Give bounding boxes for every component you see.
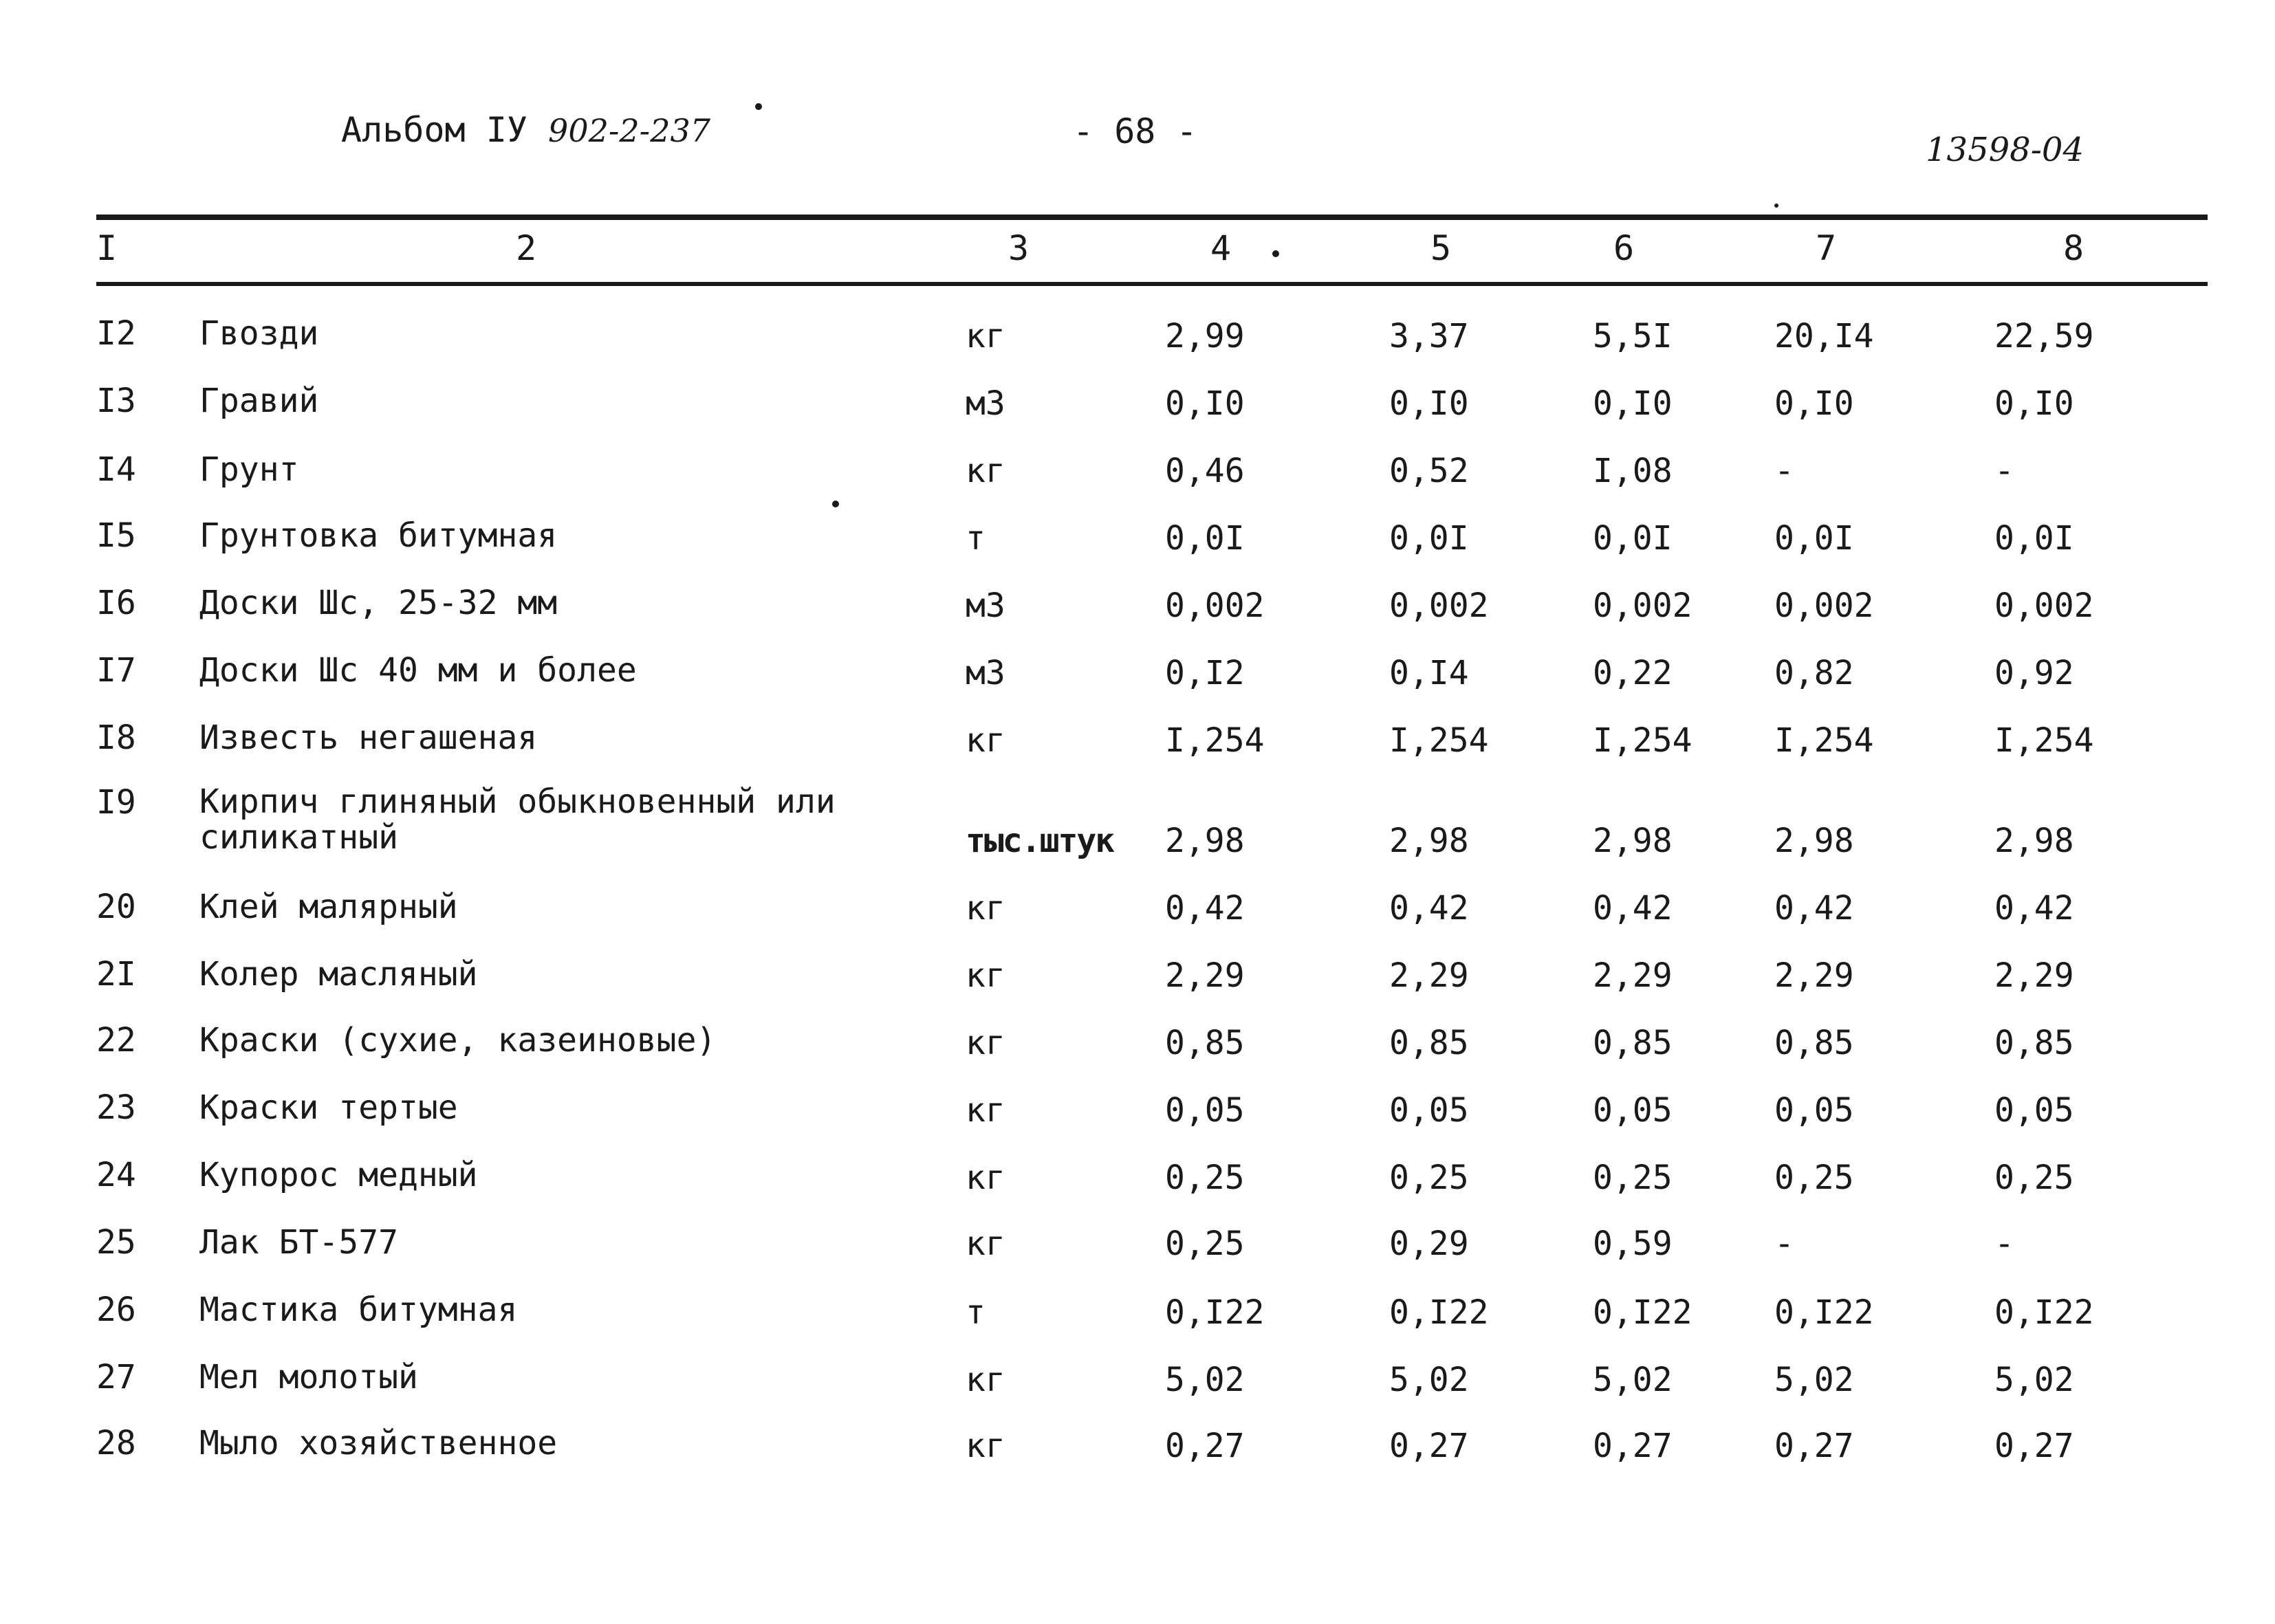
row-number: I7 bbox=[96, 651, 136, 690]
value-col-8: 22,59 bbox=[1994, 317, 2094, 355]
value-col-7: 0,05 bbox=[1774, 1091, 1854, 1130]
value-col-7: 0,82 bbox=[1774, 654, 1854, 692]
scan-speck bbox=[1774, 204, 1778, 208]
value-col-4: 2,99 bbox=[1165, 317, 1245, 355]
material-name: Мастика битумная bbox=[199, 1291, 518, 1329]
material-name: Колер масляный bbox=[199, 955, 478, 994]
row-number: 2I bbox=[96, 955, 136, 994]
value-col-4: 0,0I bbox=[1165, 519, 1245, 558]
value-col-6: 0,002 bbox=[1593, 586, 1692, 625]
value-col-4: 0,46 bbox=[1165, 452, 1245, 490]
scan-speck bbox=[832, 501, 839, 507]
unit: кг bbox=[966, 721, 1005, 760]
value-col-6: 0,I0 bbox=[1593, 384, 1673, 423]
value-col-5: 0,52 bbox=[1389, 452, 1469, 490]
table-top-rule bbox=[96, 215, 2208, 220]
value-col-6: I,08 bbox=[1593, 452, 1673, 490]
value-col-4: 0,85 bbox=[1165, 1024, 1245, 1062]
value-col-5: 0,0I bbox=[1389, 519, 1469, 558]
value-col-5: 0,I22 bbox=[1389, 1293, 1489, 1332]
column-header-7: 7 bbox=[1816, 228, 1837, 268]
value-col-8: 0,25 bbox=[1994, 1159, 2074, 1197]
value-col-6: I,254 bbox=[1593, 721, 1692, 760]
value-col-4: 0,27 bbox=[1165, 1427, 1245, 1465]
album-reference bbox=[341, 110, 710, 150]
row-number: 26 bbox=[96, 1291, 136, 1329]
unit: м3 bbox=[966, 654, 1005, 692]
unit: кг bbox=[966, 317, 1005, 355]
column-header-6: 6 bbox=[1613, 228, 1635, 268]
value-col-8: 0,27 bbox=[1994, 1427, 2074, 1465]
material-name: Доски Шс, 25-32 мм bbox=[199, 584, 558, 622]
value-col-7: I,254 bbox=[1774, 721, 1874, 760]
row-number: 27 bbox=[96, 1358, 136, 1396]
value-col-5: 0,25 bbox=[1389, 1159, 1469, 1197]
unit: м3 bbox=[966, 384, 1005, 423]
value-col-6: 0,59 bbox=[1593, 1225, 1673, 1263]
value-col-6: 0,42 bbox=[1593, 889, 1673, 928]
value-col-6: 0,85 bbox=[1593, 1024, 1673, 1062]
page-number: - 68 - bbox=[1073, 111, 1197, 151]
value-col-5: 0,I4 bbox=[1389, 654, 1469, 692]
material-name: Грунтовка битумная bbox=[199, 516, 558, 555]
header-bottom-rule bbox=[96, 282, 2208, 286]
value-col-7: - bbox=[1774, 452, 1794, 490]
unit: т bbox=[966, 519, 986, 558]
unit: кг bbox=[966, 452, 1005, 490]
value-col-7: 0,25 bbox=[1774, 1159, 1854, 1197]
value-col-7: 0,I22 bbox=[1774, 1293, 1874, 1332]
column-header-5: 5 bbox=[1430, 228, 1452, 268]
value-col-6: 0,27 bbox=[1593, 1427, 1673, 1465]
material-name: Лак БТ-577 bbox=[199, 1223, 398, 1262]
value-col-5: 5,02 bbox=[1389, 1361, 1469, 1399]
scan-speck bbox=[1272, 250, 1279, 257]
value-col-6: 0,0I bbox=[1593, 519, 1673, 558]
row-number: 28 bbox=[96, 1424, 136, 1462]
material-name: Мел молотый bbox=[199, 1358, 418, 1396]
value-col-4: 0,05 bbox=[1165, 1091, 1245, 1130]
material-name: Мыло хозяйственное bbox=[199, 1424, 558, 1462]
value-col-5: 0,002 bbox=[1389, 586, 1489, 625]
value-col-8: 0,I0 bbox=[1994, 384, 2074, 423]
unit: кг bbox=[966, 1225, 1005, 1263]
album-prefix: Альбом IУ bbox=[341, 110, 527, 150]
unit: кг bbox=[966, 1091, 1005, 1130]
value-col-5: 0,05 bbox=[1389, 1091, 1469, 1130]
unit: кг bbox=[966, 956, 1005, 995]
value-col-8: I,254 bbox=[1994, 721, 2094, 760]
value-col-7: 0,85 bbox=[1774, 1024, 1854, 1062]
value-col-5: 3,37 bbox=[1389, 317, 1469, 355]
value-col-6: 5,5I bbox=[1593, 317, 1673, 355]
value-col-4: 2,98 bbox=[1165, 822, 1245, 860]
unit: кг bbox=[966, 1427, 1005, 1465]
value-col-4: I,254 bbox=[1165, 721, 1265, 760]
value-col-8: 0,I22 bbox=[1994, 1293, 2094, 1332]
album-code: 902-2-237 bbox=[548, 112, 710, 149]
column-header-8: 8 bbox=[2063, 228, 2084, 268]
value-col-4: 0,I0 bbox=[1165, 384, 1245, 423]
value-col-4: 0,25 bbox=[1165, 1159, 1245, 1197]
row-number: I2 bbox=[96, 314, 136, 353]
value-col-8: 2,29 bbox=[1994, 956, 2074, 995]
value-col-6: 0,25 bbox=[1593, 1159, 1673, 1197]
unit: кг bbox=[966, 1024, 1005, 1062]
row-number: 25 bbox=[96, 1223, 136, 1262]
material-name: Доски Шс 40 мм и более bbox=[199, 651, 637, 690]
value-col-5: 2,98 bbox=[1389, 822, 1469, 860]
row-number: 22 bbox=[96, 1021, 136, 1060]
material-name: Кирпич глиняный обыкновенный или bbox=[199, 782, 836, 821]
column-header-4: 4 bbox=[1210, 228, 1232, 268]
material-name: Клей малярный bbox=[199, 888, 458, 926]
value-col-6: 0,22 bbox=[1593, 654, 1673, 692]
value-col-8: 0,002 bbox=[1994, 586, 2094, 625]
unit: кг bbox=[966, 1361, 1005, 1399]
value-col-7: 0,I0 bbox=[1774, 384, 1854, 423]
value-col-5: 2,29 bbox=[1389, 956, 1469, 995]
material-name: Гвозди bbox=[199, 314, 319, 353]
value-col-7: - bbox=[1774, 1225, 1794, 1263]
row-number: I6 bbox=[96, 584, 136, 622]
material-name: Купорос медный bbox=[199, 1156, 478, 1194]
material-name: Известь негашеная bbox=[199, 718, 538, 757]
material-name-continued: силикатный bbox=[199, 818, 398, 857]
row-number: I9 bbox=[96, 783, 136, 822]
material-name: Краски тертые bbox=[199, 1088, 458, 1127]
value-col-4: 0,I2 bbox=[1165, 654, 1245, 692]
row-number: 23 bbox=[96, 1088, 136, 1127]
row-number: 20 bbox=[96, 888, 136, 926]
value-col-4: 5,02 bbox=[1165, 1361, 1245, 1399]
value-col-4: 0,25 bbox=[1165, 1225, 1245, 1263]
value-col-6: 5,02 bbox=[1593, 1361, 1673, 1399]
material-name: Краски (сухие, казеиновые) bbox=[199, 1021, 717, 1060]
value-col-8: 0,85 bbox=[1994, 1024, 2074, 1062]
column-header-3: 3 bbox=[1008, 228, 1030, 268]
unit: м3 bbox=[966, 586, 1005, 625]
value-col-7: 20,I4 bbox=[1774, 317, 1874, 355]
value-col-7: 0,27 bbox=[1774, 1427, 1854, 1465]
row-number: I3 bbox=[96, 382, 136, 420]
value-col-7: 2,29 bbox=[1774, 956, 1854, 995]
value-col-5: 0,27 bbox=[1389, 1427, 1469, 1465]
value-col-7: 0,002 bbox=[1774, 586, 1874, 625]
value-col-6: 0,05 bbox=[1593, 1091, 1673, 1130]
value-col-4: 0,002 bbox=[1165, 586, 1265, 625]
value-col-4: 0,I22 bbox=[1165, 1293, 1265, 1332]
unit: кг bbox=[966, 889, 1005, 928]
value-col-5: 0,85 bbox=[1389, 1024, 1469, 1062]
material-name: Гравий bbox=[199, 382, 319, 420]
value-col-7: 0,0I bbox=[1774, 519, 1854, 558]
value-col-8: 5,02 bbox=[1994, 1361, 2074, 1399]
material-name: Грунт bbox=[199, 450, 299, 489]
value-col-8: 2,98 bbox=[1994, 822, 2074, 860]
unit: т bbox=[966, 1293, 986, 1332]
unit: тыс.штук bbox=[966, 822, 1114, 860]
value-col-8: - bbox=[1994, 1225, 2014, 1263]
unit: кг bbox=[966, 1159, 1005, 1197]
document-number: 13598-04 bbox=[1926, 131, 2084, 169]
value-col-8: 0,42 bbox=[1994, 889, 2074, 928]
value-col-5: 0,I0 bbox=[1389, 384, 1469, 423]
value-col-7: 2,98 bbox=[1774, 822, 1854, 860]
value-col-5: 0,42 bbox=[1389, 889, 1469, 928]
value-col-7: 0,42 bbox=[1774, 889, 1854, 928]
value-col-6: 2,98 bbox=[1593, 822, 1673, 860]
value-col-4: 2,29 bbox=[1165, 956, 1245, 995]
value-col-8: 0,05 bbox=[1994, 1091, 2074, 1130]
value-col-5: I,254 bbox=[1389, 721, 1489, 760]
value-col-6: 2,29 bbox=[1593, 956, 1673, 995]
scan-speck bbox=[755, 103, 762, 110]
value-col-8: 0,92 bbox=[1994, 654, 2074, 692]
row-number: 24 bbox=[96, 1156, 136, 1194]
value-col-8: 0,0I bbox=[1994, 519, 2074, 558]
value-col-7: 5,02 bbox=[1774, 1361, 1854, 1399]
value-col-5: 0,29 bbox=[1389, 1225, 1469, 1263]
column-header-1: I bbox=[96, 228, 118, 268]
value-col-6: 0,I22 bbox=[1593, 1293, 1692, 1332]
value-col-4: 0,42 bbox=[1165, 889, 1245, 928]
column-header-2: 2 bbox=[516, 228, 537, 268]
row-number: I4 bbox=[96, 450, 136, 489]
value-col-8: - bbox=[1994, 452, 2014, 490]
row-number: I8 bbox=[96, 718, 136, 757]
row-number: I5 bbox=[96, 516, 136, 555]
